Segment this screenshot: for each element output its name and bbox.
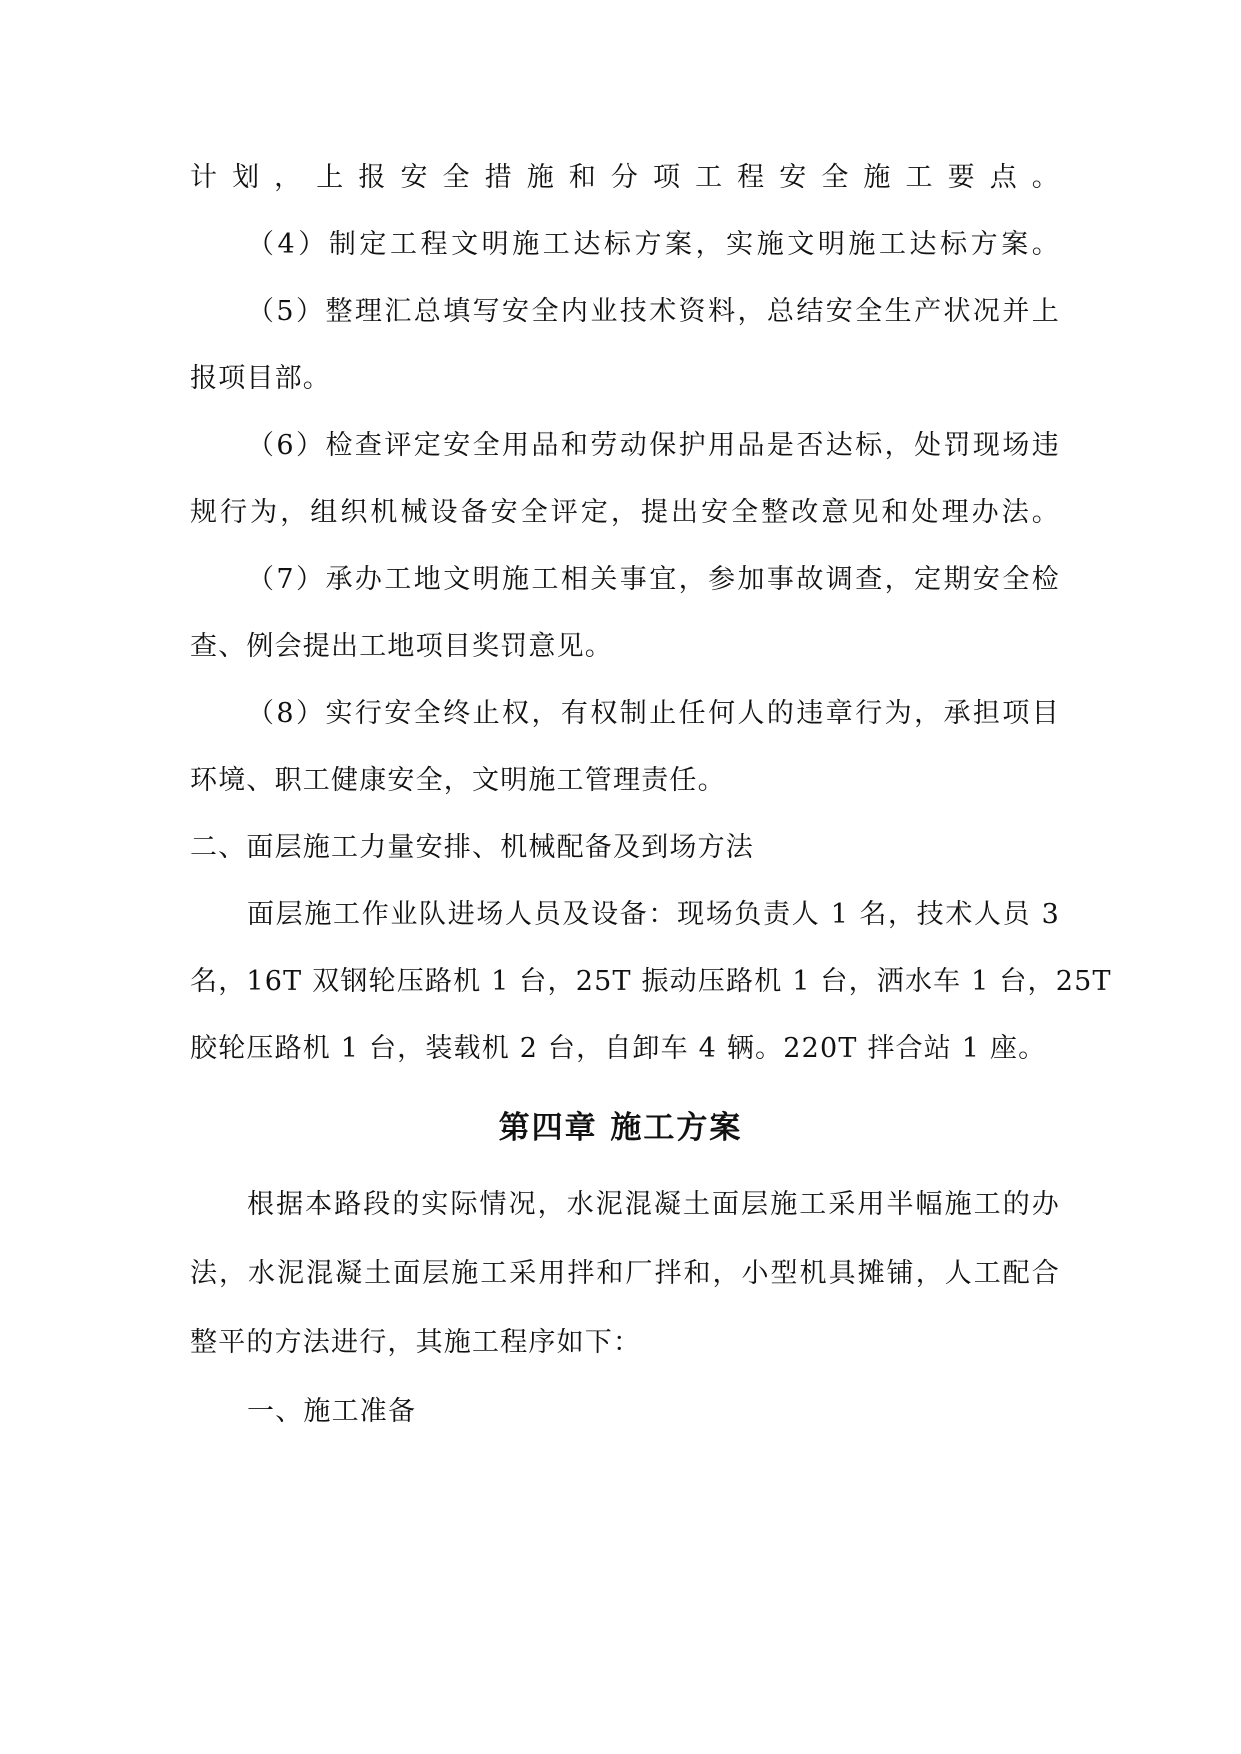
paragraph-line: 报项目部。 bbox=[190, 363, 331, 394]
section-heading: 二、面层施工力量安排、机械配备及到场方法 bbox=[190, 832, 754, 863]
paragraph-line: （5）整理汇总填写安全内业技术资料，总结安全生产状况并上 bbox=[247, 296, 1060, 327]
paragraph-line: （8）实行安全终止权，有权制止任何人的违章行为，承担项目 bbox=[247, 698, 1060, 729]
paragraph-line: 胶轮压路机 1 台，装载机 2 台，自卸车 4 辆。220T 拌合站 1 座。 bbox=[190, 1033, 1047, 1064]
paragraph-line: 环境、职工健康安全，文明施工管理责任。 bbox=[190, 765, 726, 796]
paragraph-line: 规行为，组织机械设备安全评定，提出安全整改意见和处理办法。 bbox=[190, 497, 1060, 528]
paragraph-line: 名，16T 双钢轮压路机 1 台，25T 振动压路机 1 台，洒水车 1 台，25T bbox=[190, 966, 1112, 997]
paragraph-line: （7）承办工地文明施工相关事宜，参加事故调查，定期安全检 bbox=[247, 564, 1060, 595]
section-heading: 一、施工准备 bbox=[247, 1396, 417, 1427]
paragraph-line: 查、例会提出工地项目奖罚意见。 bbox=[190, 631, 613, 662]
paragraph-line: 计划，上报安全措施和分项工程安全施工要点。 bbox=[190, 162, 1060, 193]
paragraph-line: 根据本路段的实际情况，水泥混凝土面层施工采用半幅施工的办 bbox=[247, 1189, 1060, 1220]
paragraph-line: 整平的方法进行，其施工程序如下： bbox=[190, 1327, 642, 1358]
chapter-heading: 第四章 施工方案 bbox=[498, 1110, 743, 1146]
paragraph-line: （6）检查评定安全用品和劳动保护用品是否达标，处罚现场违 bbox=[247, 430, 1060, 461]
paragraph-line: 面层施工作业队进场人员及设备：现场负责人 1 名，技术人员 3 bbox=[247, 899, 1060, 930]
paragraph-line: 法，水泥混凝土面层施工采用拌和厂拌和，小型机具摊铺，人工配合 bbox=[190, 1258, 1060, 1289]
paragraph-line: （4）制定工程文明施工达标方案，实施文明施工达标方案。 bbox=[247, 229, 1060, 260]
